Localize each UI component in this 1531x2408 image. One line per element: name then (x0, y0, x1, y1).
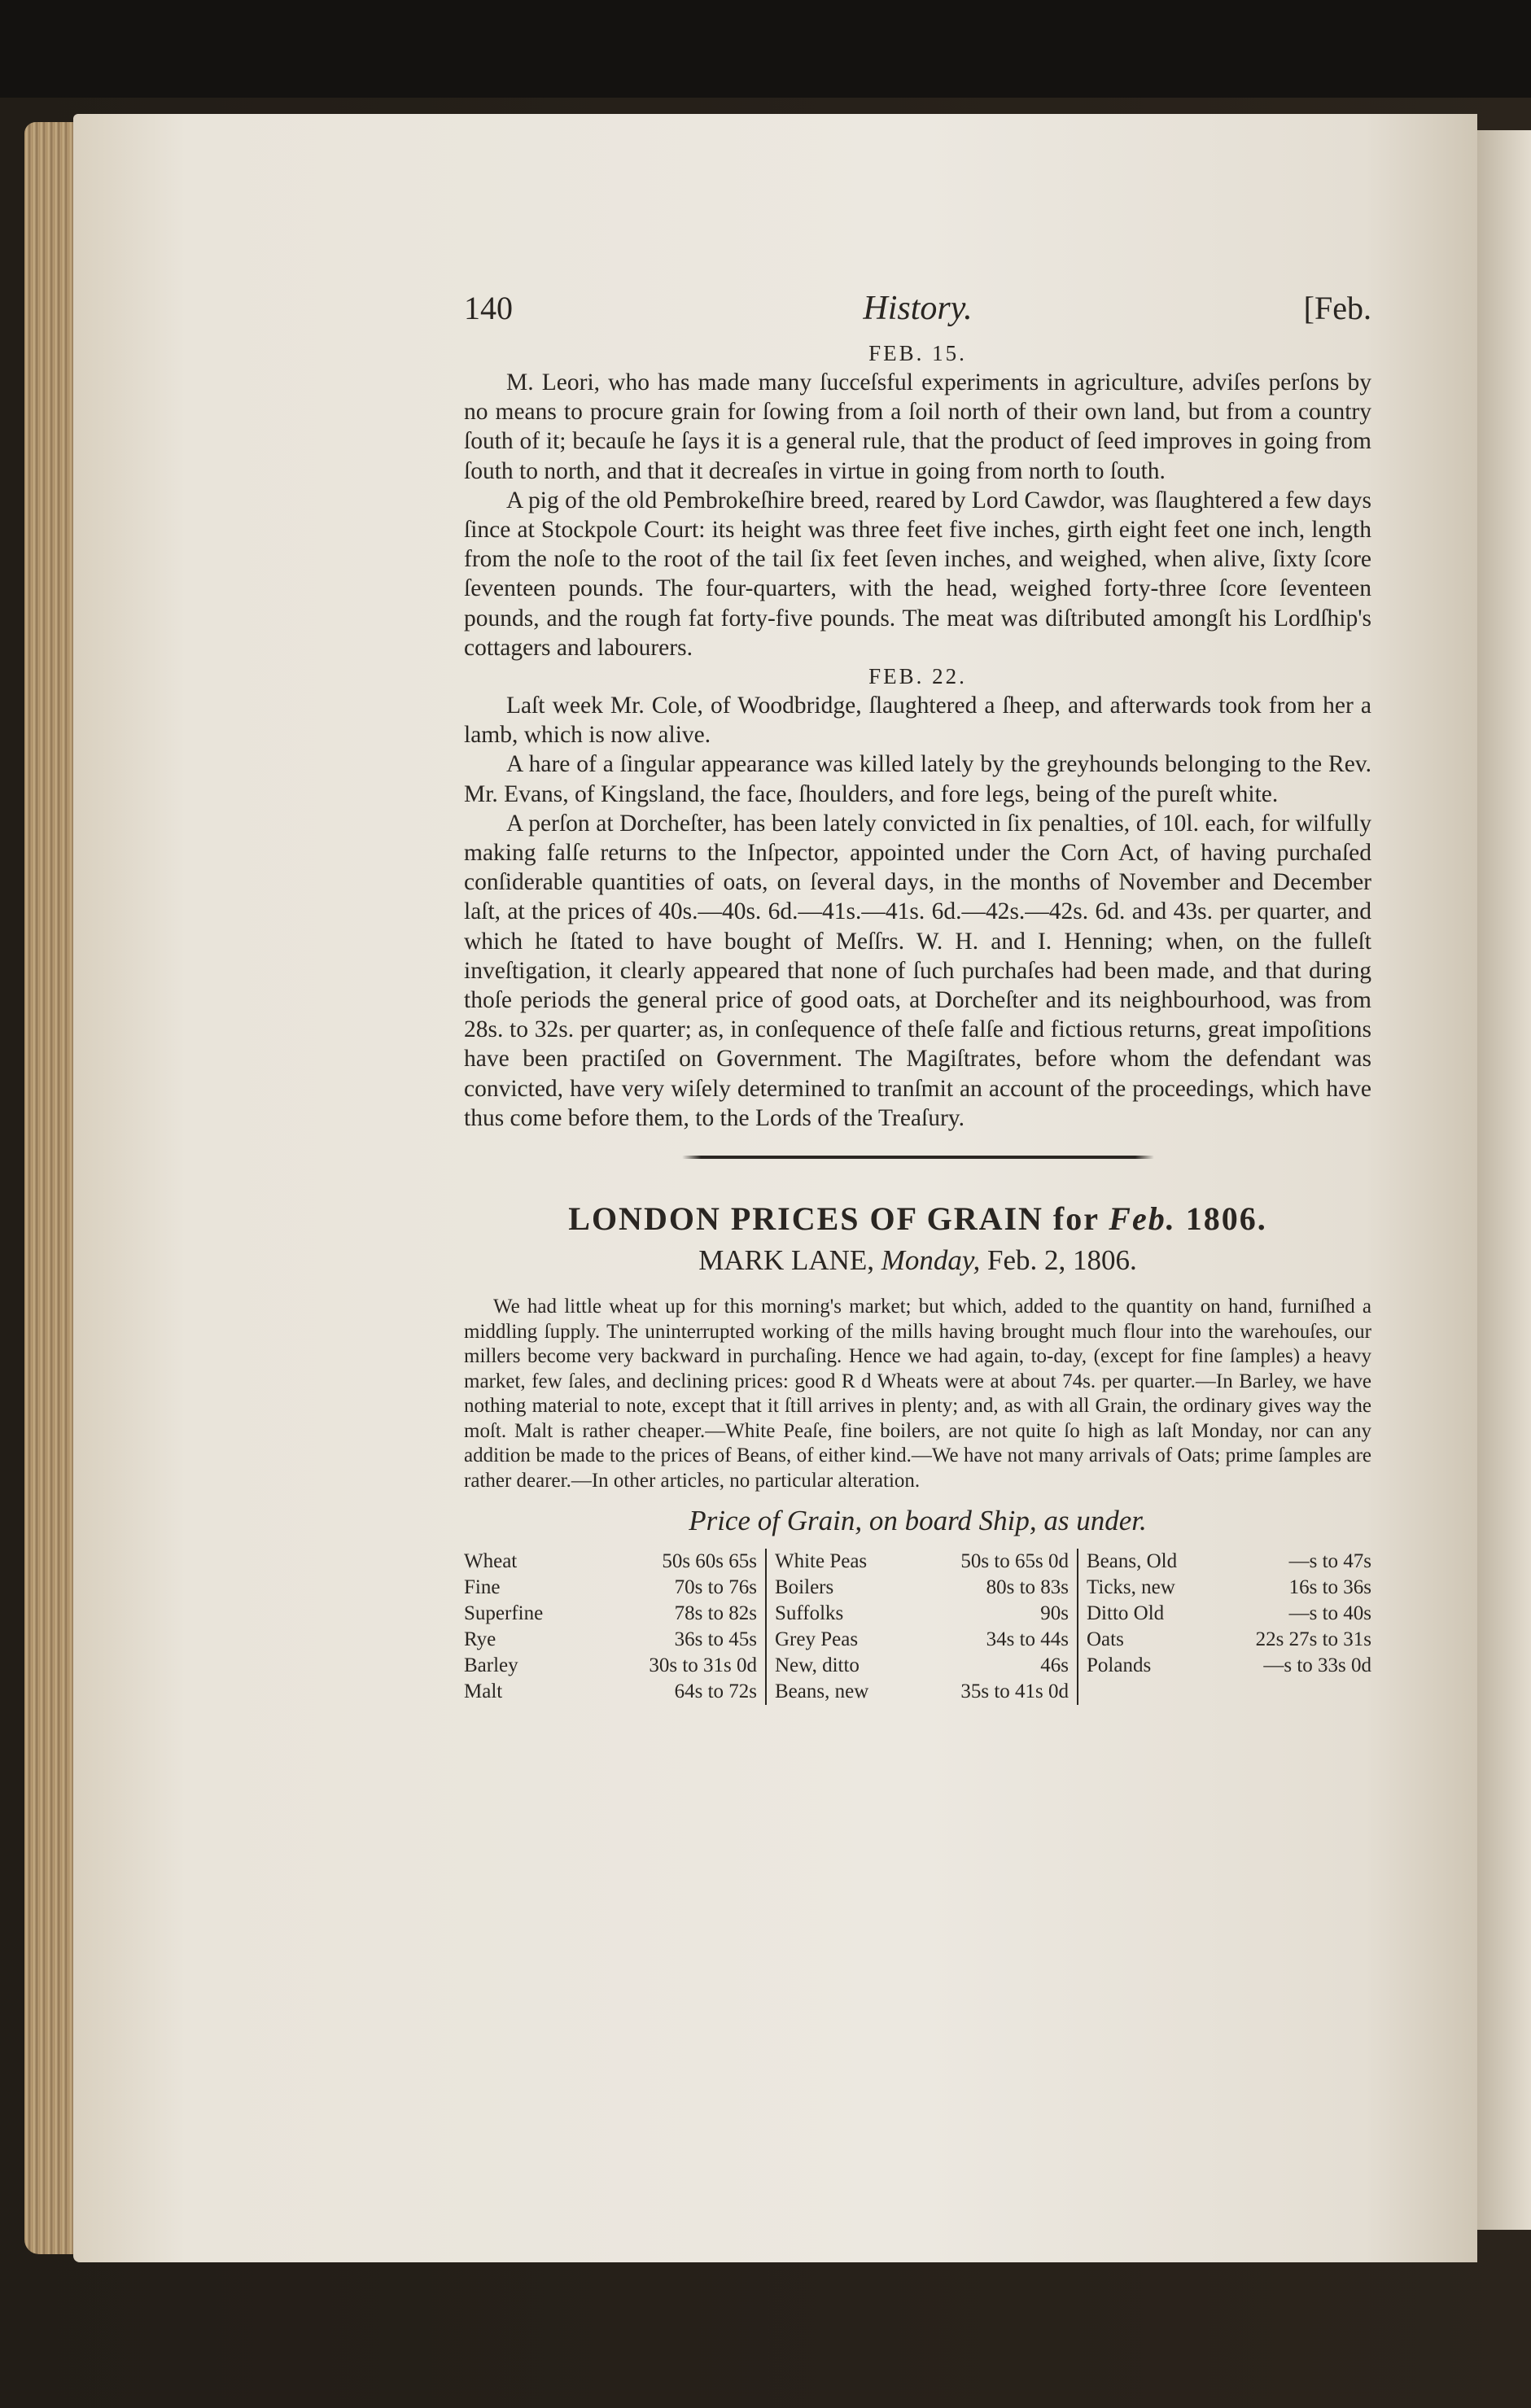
date-heading: FEB. 22. (868, 664, 967, 689)
grain-price: —s to 40s (1288, 1602, 1371, 1625)
price-table-title: Price of Grain, on board Ship, as under. (689, 1505, 1147, 1537)
grain-price: 50s 60s 65s (662, 1550, 757, 1573)
grain-price: 46s (1040, 1654, 1069, 1677)
price-row (775, 1679, 1069, 1705)
grain-price: 80s to 83s (986, 1576, 1069, 1599)
paragraph: A hare of a ſingular appearance was killed lately by the greyhounds belonging to the Rev. Mr. Evans, of Kingsland, the face, ſhoulders, and fore legs, being of the pureſt white. (464, 751, 1371, 807)
grain-name: Oats (1087, 1628, 1124, 1651)
grain-name: Polands (1087, 1654, 1152, 1677)
market-line: MARK LANE, Monday, Feb. 2, 1806. (698, 1244, 1137, 1277)
price-row (1087, 1601, 1371, 1627)
running-head (464, 289, 1371, 339)
grain-name: Beans, Old (1087, 1550, 1178, 1573)
grain-price: 64s to 72s (674, 1680, 757, 1703)
grain-price: 50s to 65s 0d (960, 1550, 1069, 1573)
grain-name: Rye (464, 1628, 496, 1651)
grain-name: Fine (464, 1576, 501, 1599)
grain-name: Beans, new (775, 1680, 869, 1703)
price-column (765, 1549, 1078, 1705)
date-heading: FEB. 15. (868, 341, 967, 365)
grain-price: 16s to 36s (1288, 1576, 1371, 1599)
price-row (1087, 1627, 1371, 1653)
grain-prices-title: LONDON PRICES OF GRAIN for Feb. 1806. (568, 1200, 1267, 1238)
price-row (1087, 1653, 1371, 1679)
grain-name: Barley (464, 1654, 518, 1677)
grain-name: Boilers (775, 1576, 834, 1599)
price-row (464, 1627, 757, 1653)
ornamental-rule (682, 1156, 1154, 1159)
grain-name: Ticks, new (1087, 1576, 1175, 1599)
price-row (1087, 1549, 1371, 1575)
grain-price: —s to 33s 0d (1263, 1654, 1371, 1677)
price-row (1087, 1575, 1371, 1601)
grain-name: White Peas (775, 1550, 868, 1573)
price-row (464, 1549, 757, 1575)
price-row (464, 1575, 757, 1601)
price-row (775, 1575, 1069, 1601)
price-column (464, 1549, 765, 1705)
paragraph: Laſt week Mr. Cole, of Woodbridge, ſlaughtered a ſheep, and afterwards took from her a lamb, which is now alive. (464, 693, 1371, 749)
price-row (775, 1627, 1069, 1653)
grain-price: 78s to 82s (674, 1602, 757, 1625)
grain-price: 30s to 31s 0d (649, 1654, 757, 1677)
running-month: [Feb. (1303, 290, 1371, 326)
grain-name: Ditto Old (1087, 1602, 1165, 1625)
grain-name: New, ditto (775, 1654, 860, 1677)
price-row (775, 1653, 1069, 1679)
paragraph: M. Leori, who has made many ſucceſsful experiments in agriculture, adviſes perſons by no means to procure grain for ſowing from a ſoil north of their own land, but from a country ſouth of it; becauſe he ſays it is a general rule, that the product of ſeed improves in going from ſouth to north, and that it decreaſes in virtue in going from north to ſouth. (464, 369, 1371, 484)
market-report: We had little wheat up for this morning's market; but which, added to the quantity on hand, furniſhed a middling ſupply. The uninterrupted working of the mills having brought much flour into the warehouſes, our millers become very backward in purchaſing. Hence we had again, to-day, (except for fine ſamples) a heavy market, few ſales, and declining prices: good R d Wheats were at about 74s. per quarter.—In Barley, we have nothing material to note, except that it ſtill arrives in plenty; and, as with all Grain, the ordinary gives way the moſt. Malt is rather cheaper.—White Peaſe, fine boilers, are not quite ſo high as laſt Monday, nor can any addition be made to the prices of Beans, of either kind.—We have not many arrivals of Oats; prime ſamples are rather dearer.—In other articles, no particular alteration. (464, 1296, 1371, 1492)
facing-page-edge (1477, 130, 1531, 2230)
paragraph: A perſon at Dorcheſter, has been lately convicted in ſix penalties, of 10l. each, for wilfully making falſe returns to the Inſpector, appointed under the Corn Act, of having purchaſed conſiderable quantities of oats, on ſeveral days, in the months of November and December laſt, at the prices of 40s.—40s. 6d.—41s.—41s. 6d.—42s.—42s. 6d. and 43s. per quarter, and which he ſtated to have bought of Meſſrs. W. H. and I. Henning; when, on the fulleſt inveſtigation, it clearly appeared that none of ſuch purchaſes had been made, and that during thoſe periods the general price of good oats, at Dorcheſter and its neighbourhood, was from 28s. to 32s. per quarter; as, in conſequence of theſe falſe and fictious returns, great impoſitions have been practiſed on Government. The Magiſtrates, before whom the defendant was convicted, have very wiſely determined to tranſmit an account of the proceedings, which have thus come before them, to the Lords of the Treaſury. (464, 810, 1371, 1131)
price-row (464, 1679, 757, 1705)
grain-name: Suffolks (775, 1602, 844, 1625)
grain-name: Malt (464, 1680, 503, 1703)
grain-price: 35s to 41s 0d (960, 1680, 1069, 1703)
grain-name: Wheat (464, 1550, 518, 1573)
grain-price: 70s to 76s (674, 1576, 757, 1599)
grain-name: Grey Peas (775, 1628, 859, 1651)
price-column (1078, 1549, 1371, 1705)
grain-price: 36s to 45s (674, 1628, 757, 1651)
price-row (775, 1601, 1069, 1627)
price-row (464, 1601, 757, 1627)
grain-price: 34s to 44s (986, 1628, 1069, 1651)
grain-price: 90s (1040, 1602, 1069, 1625)
grain-price: —s to 47s (1288, 1550, 1371, 1573)
price-table (464, 1549, 1371, 1705)
paragraph: A pig of the old Pembrokeſhire breed, reared by Lord Cawdor, was ſlaughtered a few days ſince at Stockpole Court: its height was three feet five inches, girth eight feet one inch, length from the noſe to the root of the tail ſix feet ſeven inches, and weighed, when alive, ſixty ſcore ſeventeen pounds. The four-quarters, with the head, weighed forty-three ſcore ſeventeen pounds, and the rough fat forty-five pounds. The meat was diſtributed amongſt his Lordſhip's cottagers and labourers. (464, 487, 1371, 661)
grain-name: Superfine (464, 1602, 544, 1625)
price-row (464, 1653, 757, 1679)
grain-price: 22s 27s to 31s (1255, 1628, 1371, 1651)
page-content (464, 289, 1371, 1705)
price-row (775, 1549, 1069, 1575)
page-number: 140 (464, 290, 513, 326)
running-title: History. (863, 290, 973, 327)
